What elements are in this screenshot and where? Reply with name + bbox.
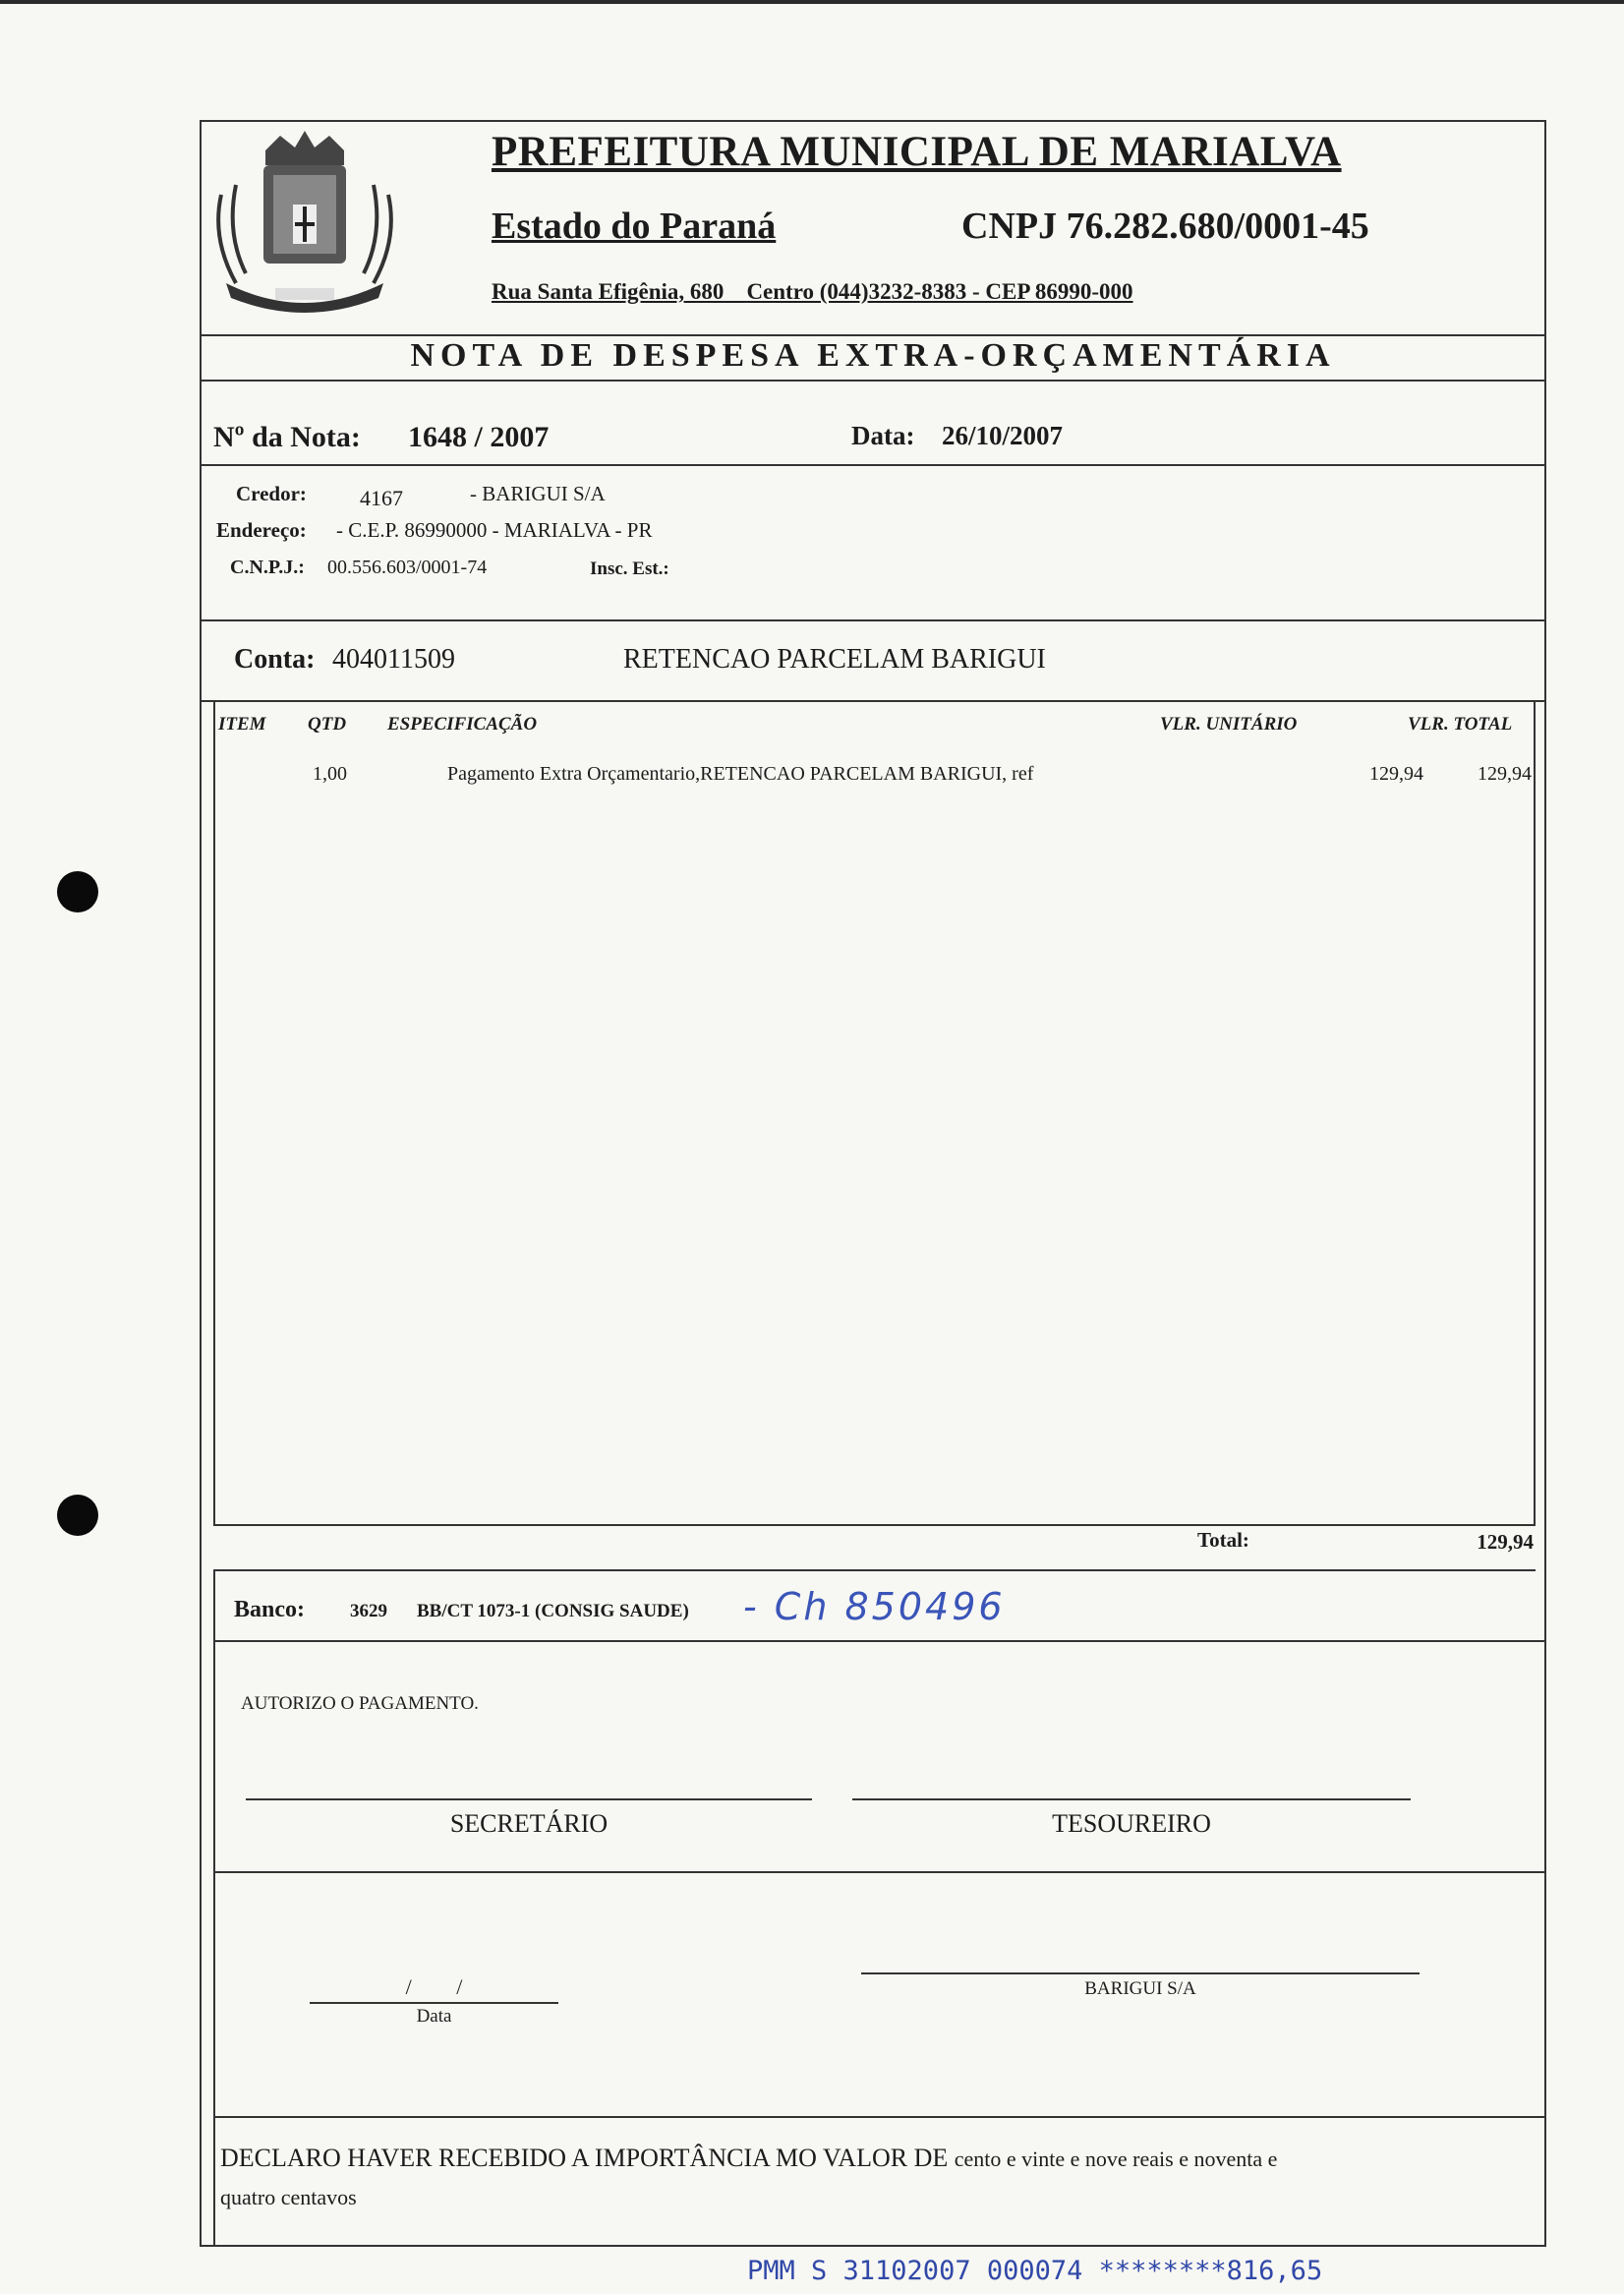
total-label: Total: <box>1197 1528 1249 1552</box>
treasurer-signature-line <box>852 1798 1411 1800</box>
address-label: Endereço: <box>216 518 307 542</box>
receipt-date-line <box>310 2002 558 2004</box>
items-right-border <box>1534 700 1536 1524</box>
district-phone-zip: Centro (044)3232-8383 - CEP 86990-000 <box>746 279 1133 304</box>
municipality-address-line <box>492 279 1133 305</box>
declaration-line <box>220 2144 1277 2173</box>
punch-hole-top <box>57 871 98 912</box>
table-row <box>200 751 1546 791</box>
row-qtd: 1,00 <box>313 763 347 785</box>
authorization-text: AUTORIZO O PAGAMENTO. <box>241 1693 479 1714</box>
municipal-seal-icon <box>206 126 403 323</box>
column-header-item: ITEM <box>218 714 266 735</box>
creditor-label: Credor: <box>236 482 307 505</box>
amount-in-words: cento e vinte e nove reais e noventa e <box>954 2147 1278 2171</box>
bank-label: Banco: <box>234 1597 305 1622</box>
creditor-name: - BARIGUI S/A <box>470 482 606 505</box>
declaration-prefix: DECLARO HAVER RECEBIDO A IMPORTÂNCIA MO VALOR DE <box>220 2144 949 2172</box>
divider <box>200 619 1546 621</box>
row-specification: Pagamento Extra Orçamentario,RETENCAO PARCELAM BARIGUI, ref <box>447 763 1034 785</box>
street-address: Rua Santa Efigênia, 680 <box>492 279 725 304</box>
divider <box>200 700 1546 702</box>
divider <box>200 464 1546 466</box>
receipt-date-label: Data <box>416 2006 452 2027</box>
account-number: 404011509 <box>332 644 455 675</box>
creditor-cnpj: 00.556.603/0001-74 <box>327 557 488 578</box>
note-date: 26/10/2007 <box>942 421 1064 450</box>
secretary-label: SECRETÁRIO <box>449 1809 609 1838</box>
account-label: Conta: <box>234 644 316 675</box>
column-header-specification: ESPECIFICAÇÃO <box>387 714 538 735</box>
divider <box>213 1871 1546 1873</box>
divider <box>200 380 1546 382</box>
divider <box>213 1640 1546 1642</box>
note-number: 1648 / 2007 <box>408 421 550 453</box>
document-title: NOTA DE DESPESA EXTRA-ORÇAMENTÁRIA <box>410 337 1336 374</box>
municipality-cnpj: CNPJ 76.282.680/0001-45 <box>961 206 1369 247</box>
column-header-unit-value: VLR. UNITÁRIO <box>1160 714 1298 735</box>
items-left-border <box>213 700 215 1524</box>
header-state-line <box>492 205 1411 248</box>
payment-stamp: PMM S 31102007 000074 ********816,65 <box>747 2256 1323 2286</box>
payee-name: BARIGUI S/A <box>1084 1978 1196 1999</box>
divider <box>213 1569 1536 1571</box>
creditor-code: 4167 <box>360 486 403 510</box>
payee-signature-line <box>861 1972 1420 1974</box>
amount-in-words-continued: quatro centavos <box>220 2185 357 2209</box>
column-header-total-value: VLR. TOTAL <box>1408 714 1513 735</box>
secretary-signature-line <box>246 1798 812 1800</box>
bank-code: 3629 <box>350 1601 387 1621</box>
state-name: Estado do Paraná <box>492 206 777 247</box>
bank-account: BB/CT 1073-1 (CONSIG SAUDE) <box>417 1601 689 1621</box>
row-unit-value: 129,94 <box>1369 763 1423 785</box>
handwritten-check-number: - Ch 850496 <box>743 1585 1006 1628</box>
note-number-label: Nº da Nota: <box>213 421 361 453</box>
municipality-title: PREFEITURA MUNICIPAL DE MARIALVA <box>492 129 1342 175</box>
treasurer-label: TESOUREIRO <box>1052 1809 1211 1838</box>
lower-left-border <box>213 1569 215 2247</box>
state-registration-label: Insc. Est.: <box>590 559 669 579</box>
divider <box>213 2116 1546 2118</box>
column-header-qtd: QTD <box>308 714 347 735</box>
scan-top-edge <box>0 0 1624 4</box>
creditor-cnpj-label: C.N.P.J.: <box>230 557 305 578</box>
note-date-label: Data: <box>851 421 915 450</box>
account-name: RETENCAO PARCELAM BARIGUI <box>623 644 1046 675</box>
receipt-date-slashes: / / <box>405 1974 463 1999</box>
divider <box>213 1524 1536 1526</box>
creditor-address: - C.E.P. 86990000 - MARIALVA - PR <box>336 518 653 542</box>
divider <box>200 334 1546 336</box>
row-total-value: 129,94 <box>1478 763 1532 785</box>
punch-hole-bottom <box>57 1495 98 1536</box>
total-value: 129,94 <box>1477 1530 1534 1554</box>
